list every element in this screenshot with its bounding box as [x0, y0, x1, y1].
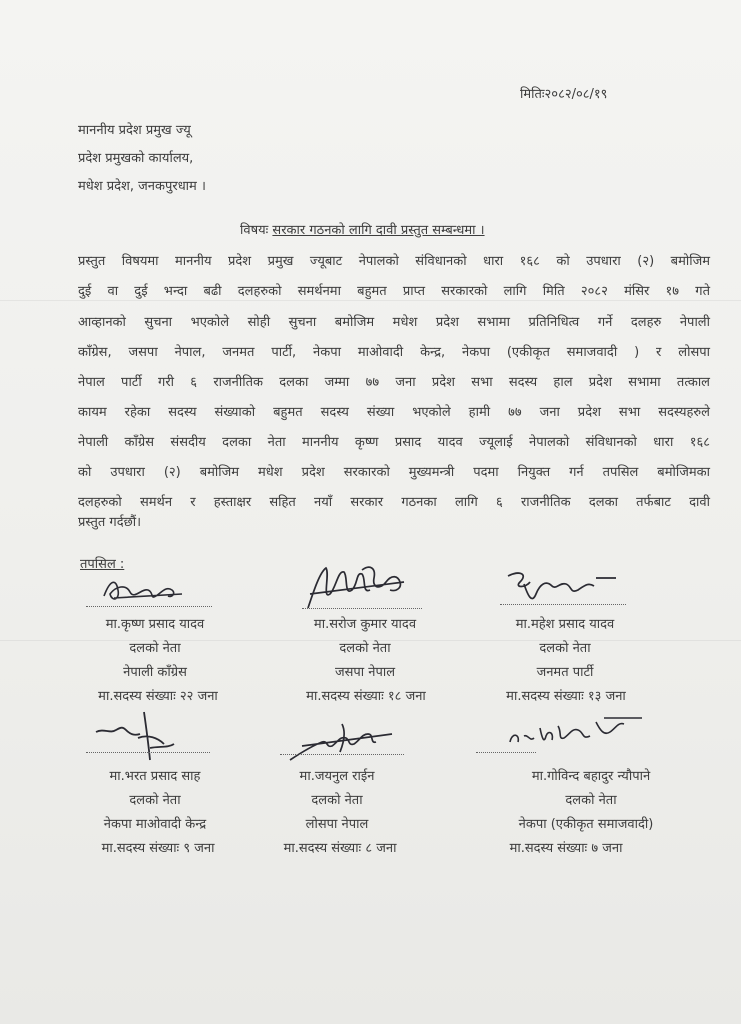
date: मितिः२०८२/०८/१९ — [520, 87, 608, 102]
signature-mahesh — [498, 564, 622, 608]
signature-gobinda — [500, 712, 650, 752]
signature-line — [86, 752, 210, 753]
schedule-heading: तपसिल : — [80, 557, 125, 572]
signatory-name: मा.कृष्ण प्रसाद यादव — [105, 617, 205, 632]
body-line: दलहरुको समर्थन र हस्ताक्षर सहित नयाँ सरकार गठनका लागि ६ राजनीतिक दलका तर्फबाट दावी — [78, 495, 710, 510]
signatory-role: दलको नेता — [129, 641, 181, 656]
body-line: नेपाल पार्टी गरी ६ राजनीतिक दलका जम्मा ७७ जना प्रदेश सभा सदस्य हाल प्रदेश सभामा तत्काल — [78, 375, 710, 390]
signature-line — [302, 608, 422, 609]
signatory-party: जसपा नेपाल — [334, 665, 396, 680]
body-line: दुई वा दुई भन्दा बढी दलहरुको समर्थनमा बहुमत प्राप्त सरकारको लागि मिति २०८२ मंसिर १७ गते — [78, 284, 710, 299]
signature-line — [86, 606, 212, 607]
signatory-members: मा.सदस्य संख्याः ७ जना — [509, 841, 623, 856]
body-line: प्रस्तुत गर्दछौं। — [78, 515, 142, 530]
signatory-party: नेकपा (एकीकृत समाजवादी) — [518, 817, 654, 832]
body-line: को उपधारा (२) बमोजिम मधेश प्रदेश सरकारको मुख्यमन्त्री पदमा नियुक्त गर्न तपसिल बमोजिमका — [78, 465, 710, 480]
signatory-name: मा.गोविन्द बहादुर न्यौपाने — [531, 769, 651, 784]
signature-bharat — [90, 708, 190, 766]
signature-line — [500, 604, 626, 605]
signatory-party: लोसपा नेपाल — [305, 817, 369, 832]
signatory-role: दलको नेता — [339, 641, 391, 656]
addressee-line: प्रदेश प्रमुखको कार्यालय, — [78, 151, 194, 166]
signatory-party: नेकपा माओवादी केन्द्र — [103, 817, 207, 832]
body-line: काँग्रेस, जसपा नेपाल, जनमत पार्टी, नेकपा माओवादी केन्द्र, नेकपा (एकीकृत समाजवादी ) र लोसपा — [78, 345, 710, 360]
body-line: कायम रहेका सदस्य संख्याको बहुमत सदस्य संख्या भएकोले हामी ७७ जना प्रदेश सभा सदस्यहरुले — [78, 405, 710, 420]
signatory-name: मा.महेश प्रसाद यादव — [515, 617, 615, 632]
subject-text: सरकार गठनको लागि दावी प्रस्तुत सम्बन्धमा । — [272, 223, 485, 238]
subject-label: विषयः — [240, 223, 269, 238]
signatory-members: मा.सदस्य संख्याः १३ जना — [506, 689, 626, 704]
body-line: आव्हानको सुचना भएकोले सोही सुचना बमोजिम मधेश प्रदेश सभामा प्रतिनिधित्व गर्ने दलहरु नेपाली — [78, 315, 710, 330]
signatory-role: दलको नेता — [129, 793, 181, 808]
signatory-name: मा.भरत प्रसाद साह — [109, 769, 201, 784]
body-line: प्रस्तुत विषयमा माननीय प्रदेश प्रमुख ज्यूबाट नेपालको संविधानको धारा १६८ को उपधारा (२) बमोजिम — [78, 254, 710, 269]
signature-jaynul — [282, 716, 406, 766]
signature-line — [476, 752, 536, 753]
signature-line — [280, 754, 404, 755]
signatory-members: मा.सदस्य संख्याः ८ जना — [283, 841, 397, 856]
signatory-role: दलको नेता — [565, 793, 617, 808]
addressee-line: माननीय प्रदेश प्रमुख ज्यू — [78, 123, 191, 138]
subject-line — [240, 222, 485, 240]
signatory-members: मा.सदस्य संख्याः २२ जना — [98, 689, 218, 704]
addressee-line: मधेश प्रदेश, जनकपुरधाम । — [78, 179, 206, 194]
signatory-party: नेपाली काँग्रेस — [123, 665, 187, 680]
signature-krishna — [96, 572, 196, 608]
signatory-name: मा.सरोज कुमार यादव — [313, 617, 417, 632]
body-line: नेपाली काँग्रेस संसदीय दलका नेता माननीय कृष्ण प्रसाद यादव ज्यूलाई नेपालको संविधानको धारा १६८ — [78, 435, 710, 450]
signature-saroj — [300, 560, 418, 614]
signatory-role: दलको नेता — [311, 793, 363, 808]
signatory-party: जनमत पार्टी — [536, 665, 594, 680]
signatory-members: मा.सदस्य संख्याः १८ जना — [306, 689, 426, 704]
signatory-name: मा.जयनुल राईन — [299, 769, 375, 784]
signatory-role: दलको नेता — [539, 641, 591, 656]
signatory-members: मा.सदस्य संख्याः ९ जना — [101, 841, 215, 856]
